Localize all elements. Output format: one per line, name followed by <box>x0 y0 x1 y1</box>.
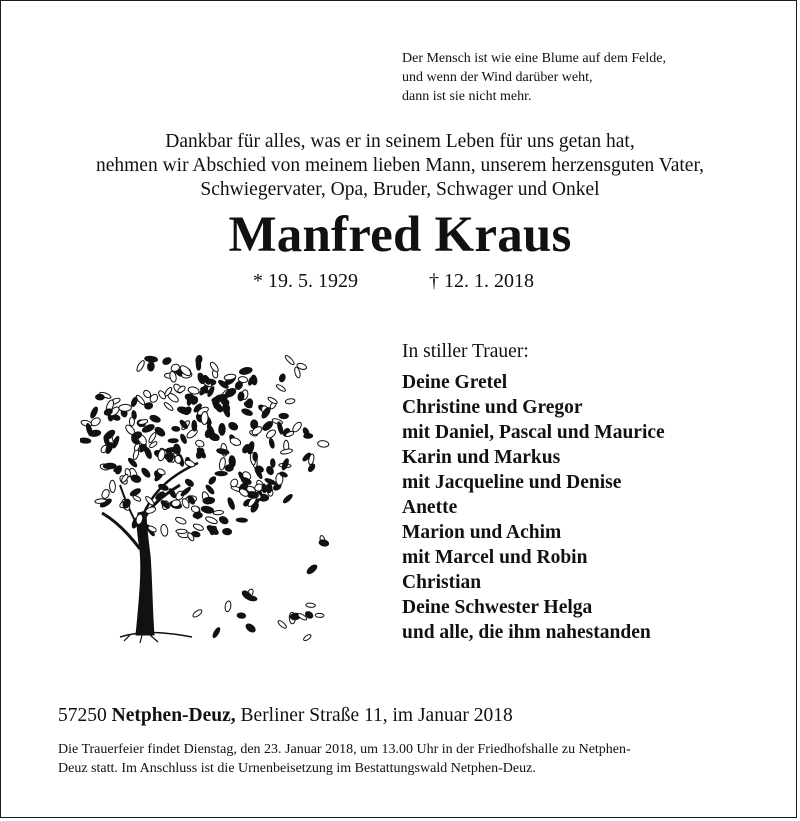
mourners-intro: In stiller Trauer: <box>402 341 529 362</box>
leaf-mark <box>279 413 288 418</box>
intro-line: Schwiegervater, Opa, Bruder, Schwager und Onkel <box>200 179 600 200</box>
leaf-mark <box>306 563 318 575</box>
leaf-mark <box>237 612 246 618</box>
leaf-mark <box>270 459 275 468</box>
leaf-mark <box>215 472 227 476</box>
leaf-mark <box>163 401 174 411</box>
mourner-line: Christine und Gregor <box>402 397 583 418</box>
leaf-mark <box>238 376 248 383</box>
address-postcode: 57250 <box>58 705 107 726</box>
mourner-line: mit Marcel und Robin <box>402 547 588 568</box>
leaf-mark <box>285 398 295 404</box>
leaf-mark <box>175 516 187 525</box>
leaf-mark <box>201 411 208 424</box>
leaf-mark <box>216 448 229 455</box>
leaf-mark <box>306 603 316 608</box>
leaf-mark <box>193 523 205 532</box>
intro-text <box>0 130 800 202</box>
leaf-mark <box>149 414 161 423</box>
leaf-mark <box>89 406 99 419</box>
leaf-mark <box>101 488 111 499</box>
leaf-mark <box>227 421 239 432</box>
tree-leaves <box>80 354 329 641</box>
epigraph-quote <box>402 49 666 106</box>
leaf-mark <box>236 518 247 523</box>
windswept-tree-illustration <box>80 335 330 650</box>
leaf-mark <box>269 438 276 449</box>
leaf-mark <box>192 608 203 618</box>
leaf-mark <box>140 467 151 479</box>
mourner-line: Anette <box>402 497 458 518</box>
mourner-line: mit Daniel, Pascal und Maurice <box>402 422 665 443</box>
leaf-mark <box>278 373 286 382</box>
leaf-mark <box>218 515 229 525</box>
leaf-mark <box>184 459 196 468</box>
leaf-mark <box>291 421 303 434</box>
leaf-mark <box>275 383 286 392</box>
leaf-mark <box>315 613 324 617</box>
leaf-mark <box>319 539 330 547</box>
leaf-mark <box>227 497 236 510</box>
leaf-mark <box>103 463 116 469</box>
mourner-line: Deine Gretel <box>402 372 508 393</box>
leaf-mark <box>192 420 197 431</box>
leaf-mark <box>144 402 153 409</box>
leaf-mark <box>193 512 202 518</box>
leaf-mark <box>130 396 138 407</box>
leaf-mark <box>208 475 217 485</box>
address-line <box>58 704 513 728</box>
leaf-mark <box>95 394 104 400</box>
leaf-mark <box>168 439 178 443</box>
address-town: Netphen-Deuz, <box>111 705 236 726</box>
leaf-mark <box>253 452 258 461</box>
mourner-line: mit Jacqueline und Denise <box>402 472 622 493</box>
leaf-mark <box>205 515 218 524</box>
mourner-line: Christian <box>402 572 482 593</box>
death-date: † 12. 1. 2018 <box>429 270 534 292</box>
leaf-mark <box>266 484 273 494</box>
intro-line: Dankbar für alles, was er in seinem Leben für uns getan hat, <box>165 131 635 152</box>
leaf-mark <box>109 480 115 492</box>
mourner-line: und alle, die ihm nahestanden <box>402 622 651 643</box>
tree-trunk <box>102 463 198 643</box>
leaf-mark <box>197 372 206 384</box>
leaf-mark <box>224 600 231 612</box>
quote-line: dann ist sie nicht mehr. <box>402 89 532 104</box>
leaf-mark <box>176 529 187 533</box>
quote-line: und wenn der Wind darüber weht, <box>402 70 593 85</box>
leaf-mark <box>201 505 215 514</box>
leaf-mark <box>213 510 224 515</box>
leaf-mark <box>80 438 91 444</box>
leaf-mark <box>120 473 129 483</box>
leaf-mark <box>195 439 205 448</box>
notice-line: Die Trauerfeier findet Dienstag, den 23. Januar 2018, um 13.00 Uhr in der Friedhofshalle zu Netphen- <box>58 742 631 757</box>
leaf-mark <box>219 424 225 436</box>
leaf-mark <box>303 633 312 641</box>
mourner-line: Deine Schwester Helga <box>402 597 593 618</box>
leaf-mark <box>179 433 187 444</box>
notice-line: Deuz statt. Im Anschluss ist die Urnenbeisetzung im Bestattungswald Netphen-Deuz. <box>58 761 536 776</box>
leaf-mark <box>284 354 295 365</box>
leaf-mark <box>132 494 141 502</box>
birth-date: * 19. 5. 1929 <box>253 270 358 292</box>
leaf-mark <box>222 528 231 535</box>
leaf-mark <box>277 619 288 629</box>
leaf-mark <box>212 627 221 639</box>
leaf-mark <box>147 362 154 372</box>
leaf-mark <box>209 361 220 373</box>
leaf-mark <box>239 366 253 375</box>
leaf-mark <box>241 408 253 417</box>
leaf-mark <box>248 493 258 499</box>
deceased-name: Manfred Kraus <box>228 207 572 263</box>
leaf-mark <box>119 404 132 411</box>
leaf-mark <box>245 622 257 633</box>
leaf-mark <box>280 448 293 455</box>
leaf-mark <box>238 392 245 401</box>
funeral-notice <box>58 740 758 778</box>
intro-line: nehmen wir Abschied von meinem lieben Mann, unserem herzensguten Vater, <box>95 155 705 176</box>
leaf-mark <box>302 427 310 437</box>
mourners-list <box>402 370 665 645</box>
quote-line: Der Mensch ist wie eine Blume auf dem Felde, <box>402 51 666 66</box>
leaf-mark <box>184 478 195 488</box>
leaf-mark <box>162 356 172 365</box>
leaf-mark <box>136 360 146 373</box>
leaf-mark <box>172 426 181 432</box>
address-rest: Berliner Straße 11, im Januar 2018 <box>240 705 513 726</box>
leaf-mark <box>195 355 203 365</box>
leaf-mark <box>160 524 169 537</box>
mourner-line: Marion und Achim <box>402 522 562 543</box>
leaf-mark <box>282 493 293 504</box>
leaf-mark <box>144 447 153 460</box>
leaf-mark <box>317 440 329 448</box>
mourner-line: Karin und Markus <box>402 447 561 468</box>
